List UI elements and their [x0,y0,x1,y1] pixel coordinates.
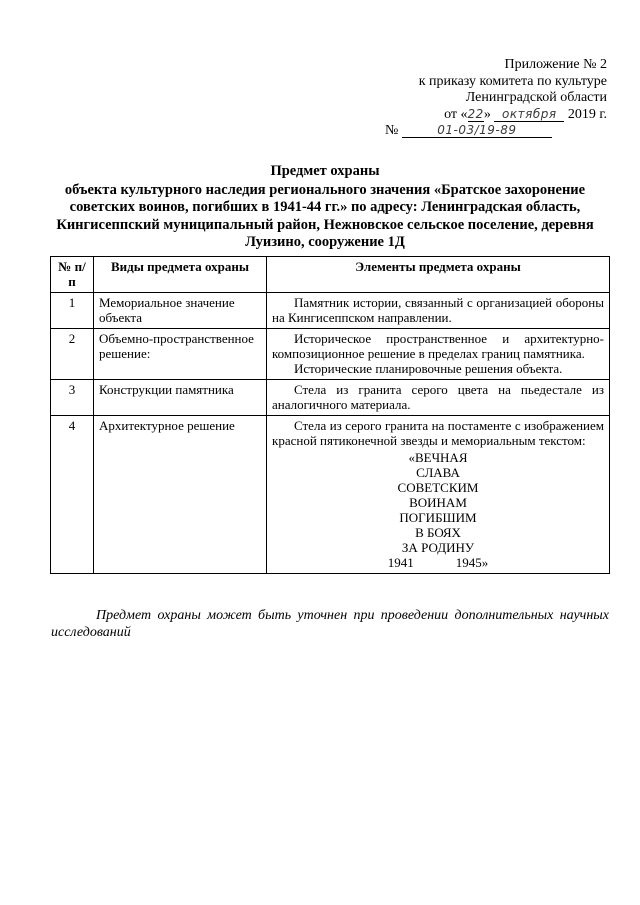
region-name: Ленинградской области [465,90,607,105]
memorial-inscription [272,450,604,570]
table-row [51,293,610,329]
row-num: 4 [51,416,94,574]
inscription-years [272,555,604,570]
date-month-handwritten: октября [494,107,564,122]
year-end: 1945» [455,555,489,570]
order-number-handwritten: 01-03/19-89 [402,123,552,138]
row-num: 2 [51,329,94,380]
row-num: 1 [51,293,94,329]
order-number: № 01-03/19-89 [377,123,607,140]
appendix-number: Приложение № 2 [504,57,607,72]
order-date: от «22» октября 2019 г. [444,106,607,122]
row-elements: Историческое пространственное и архитектурно-композиционное решение в пределах границ памятника. Исторические планировочные решения объекта. [267,329,610,380]
row-kind: Мемориальное значение объекта [94,293,267,329]
document-title [40,163,610,252]
table-header-row [51,257,610,293]
inscription-line: ЗА РОДИНУ [401,540,475,555]
protection-table [50,256,610,574]
inscription-line: СЛАВА [416,465,460,480]
header-kind: Виды предмета охраны [94,257,267,293]
row-num: 3 [51,380,94,416]
table-row [51,416,610,574]
header-elements: Элементы предмета охраны [267,257,610,293]
header-num: № п/п [51,257,94,293]
appendix-header [377,57,607,140]
year-start: 1941 [387,555,414,570]
row-kind: Архитектурное решение [94,416,267,574]
footnote: Предмет охраны может быть уточнен при проведении дополнительных научных исследований [51,608,609,640]
inscription-line: В БОЯХ [415,525,461,540]
inscription-line: ВОИНАМ [409,495,467,510]
row-elements: Стела из гранита серого цвета на пьедестале из аналогичного материала. [267,380,610,416]
row-elements: Стела из серого гранита на постаменте с изображением красной пятиконечной звезды и мемориальным текстом: «ВЕЧНАЯ СЛАВА СОВЕТСКИМ ВОИНАМ ПОГИБШИМ В БОЯХ ЗА РОДИНУ 1941 1945» [267,416,610,574]
row-kind: Конструкции памятника [94,380,267,416]
title-subtitle: объекта культурного наследия регионального значения «Братское захоронение советских воинов, погибших в 1941-44 гг.» по адресу: Ленинградская область, Кингисеппский муниципальный район, Нежновское сельское поселение, деревня Луизино, сооружение 1Д [56,181,594,250]
row-kind: Объемно-пространственное решение: [94,329,267,380]
table-row [51,380,610,416]
inscription-line: СОВЕТСКИМ [397,480,479,495]
order-reference: к приказу комитета по культуре [418,73,607,89]
row-elements: Памятник истории, связанный с организацией обороны на Кингисеппском направлении. [267,293,610,329]
title-heading: Предмет охраны [270,163,380,179]
inscription-line: ПОГИБШИМ [399,510,477,525]
inscription-line: «ВЕЧНАЯ [408,450,468,465]
date-day-handwritten: 22 [467,106,484,121]
table-row [51,329,610,380]
